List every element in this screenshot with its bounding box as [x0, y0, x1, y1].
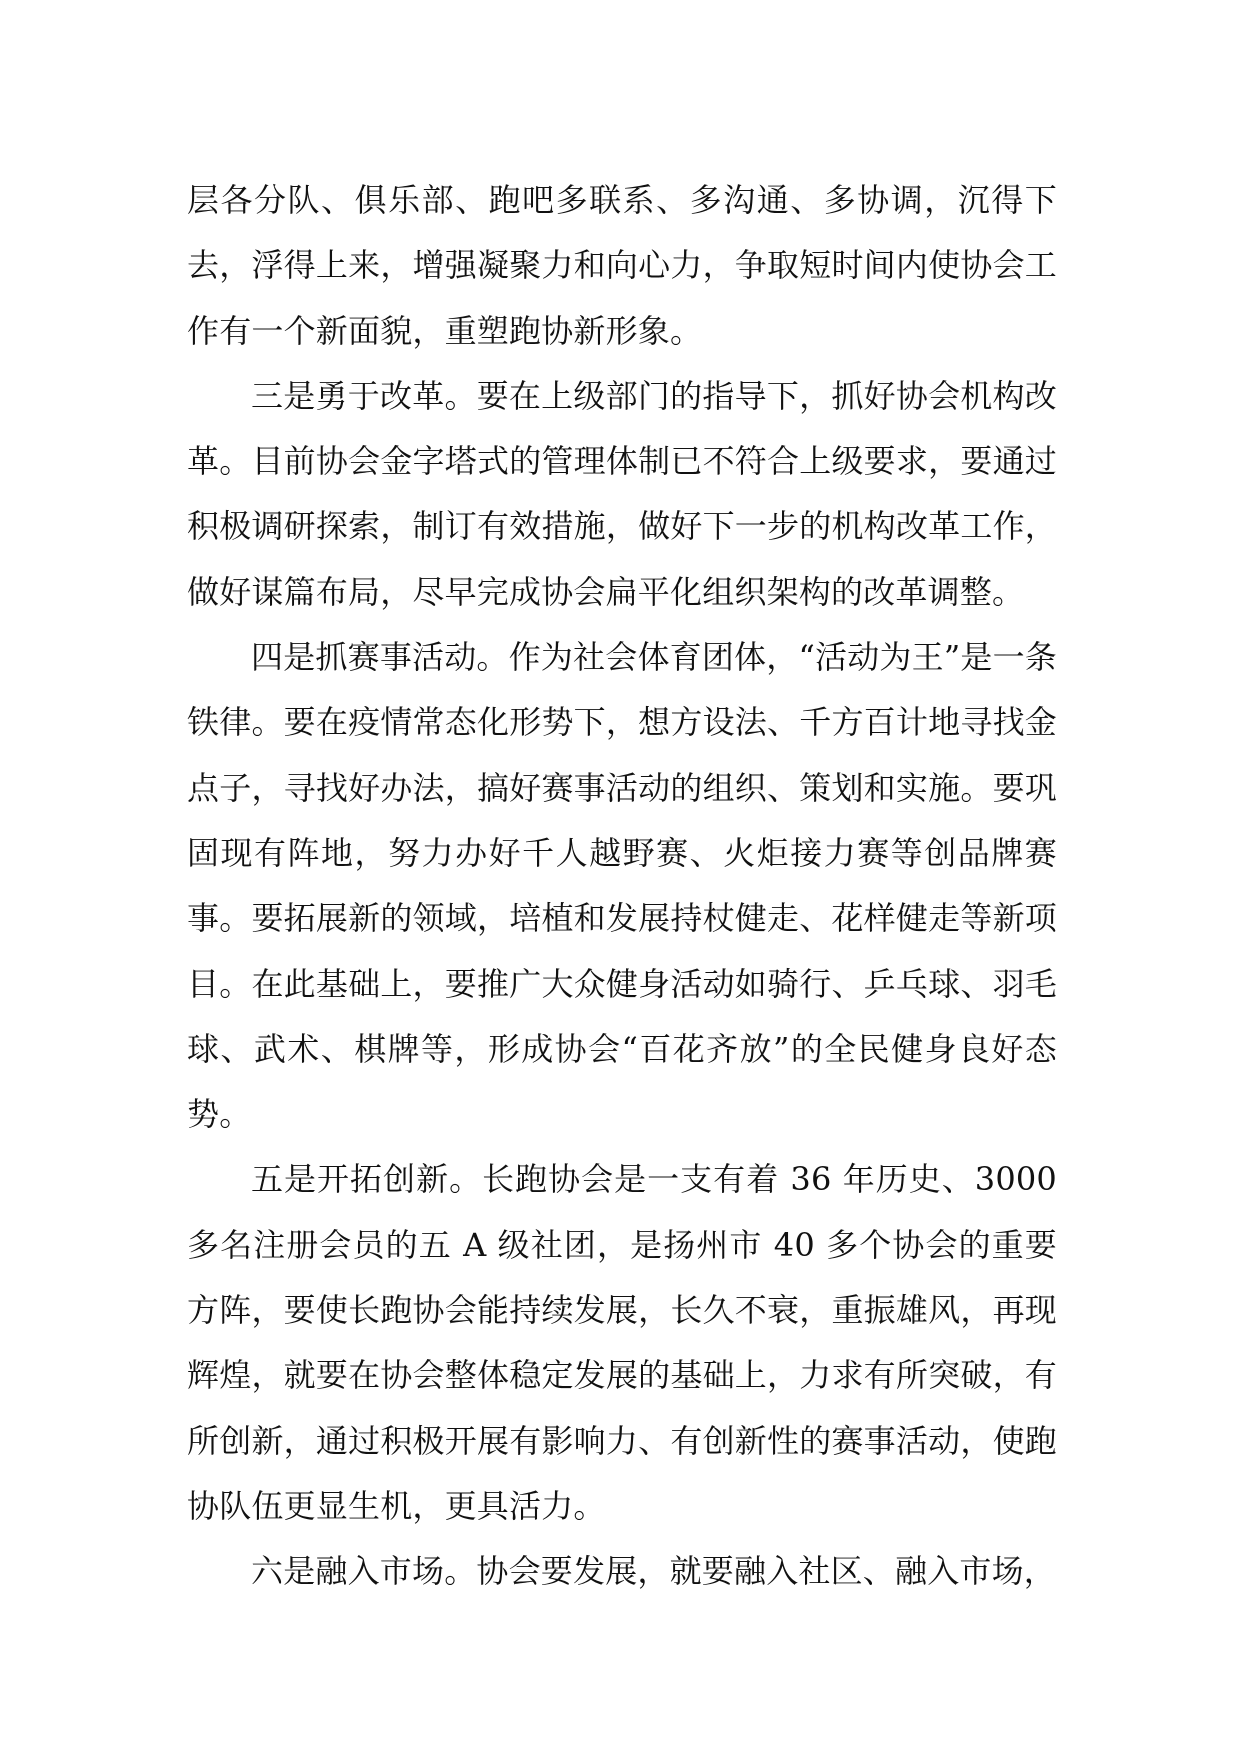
paragraph-continued: 层各分队、俱乐部、跑吧多联系、多沟通、多协调，沉得下去，浮得上来，增强凝聚力和向心力，争取短时间内使协会工作有一个新面貌，重塑跑协新形象。	[187, 181, 1057, 350]
document-body	[187, 168, 1057, 1605]
paragraph-events: 四是抓赛事活动。作为社会体育团体，“活动为王”是一条铁律。要在疫情常态化形势下，想方设法、千方百计地寻找金点子，寻找好办法，搞好赛事活动的组织、策划和实施。要巩固现有阵地，努力办好千人越野赛、火炬接力赛等创品牌赛事。要拓展新的领域，培植和发展持杖健走、花样健走等新项目。在此基础上，要推广大众健身活动如骑行、乒乓球、羽毛球、武术、棋牌等，形成协会“百花齐放”的全民健身良好态势。	[187, 638, 1057, 1134]
paragraph-market: 六是融入市场。协会要发展，就要融入社区、融入市场，	[251, 1552, 1057, 1591]
paragraph-innovation: 五是开拓创新。长跑协会是一支有着 36 年历史、3000 多名注册会员的五 A 级社团，是扬州市 40 多个协会的重要方阵，要使长跑协会能持续发展，长久不衰，重振雄风，再现辉煌，就要在协会整体稳定发展的基础上，力求有所突破，有所创新，通过积极开展有影响力、有创新性的赛事活动，使跑协队伍更显生机，更具活力。	[187, 1160, 1057, 1525]
paragraph-reform: 三是勇于改革。要在上级部门的指导下，抓好协会机构改革。目前协会金字塔式的管理体制已不符合上级要求，要通过积极调研探索，制订有效措施，做好下一步的机构改革工作，做好谋篇布局，尽早完成协会扁平化组织架构的改革调整。	[187, 376, 1057, 611]
